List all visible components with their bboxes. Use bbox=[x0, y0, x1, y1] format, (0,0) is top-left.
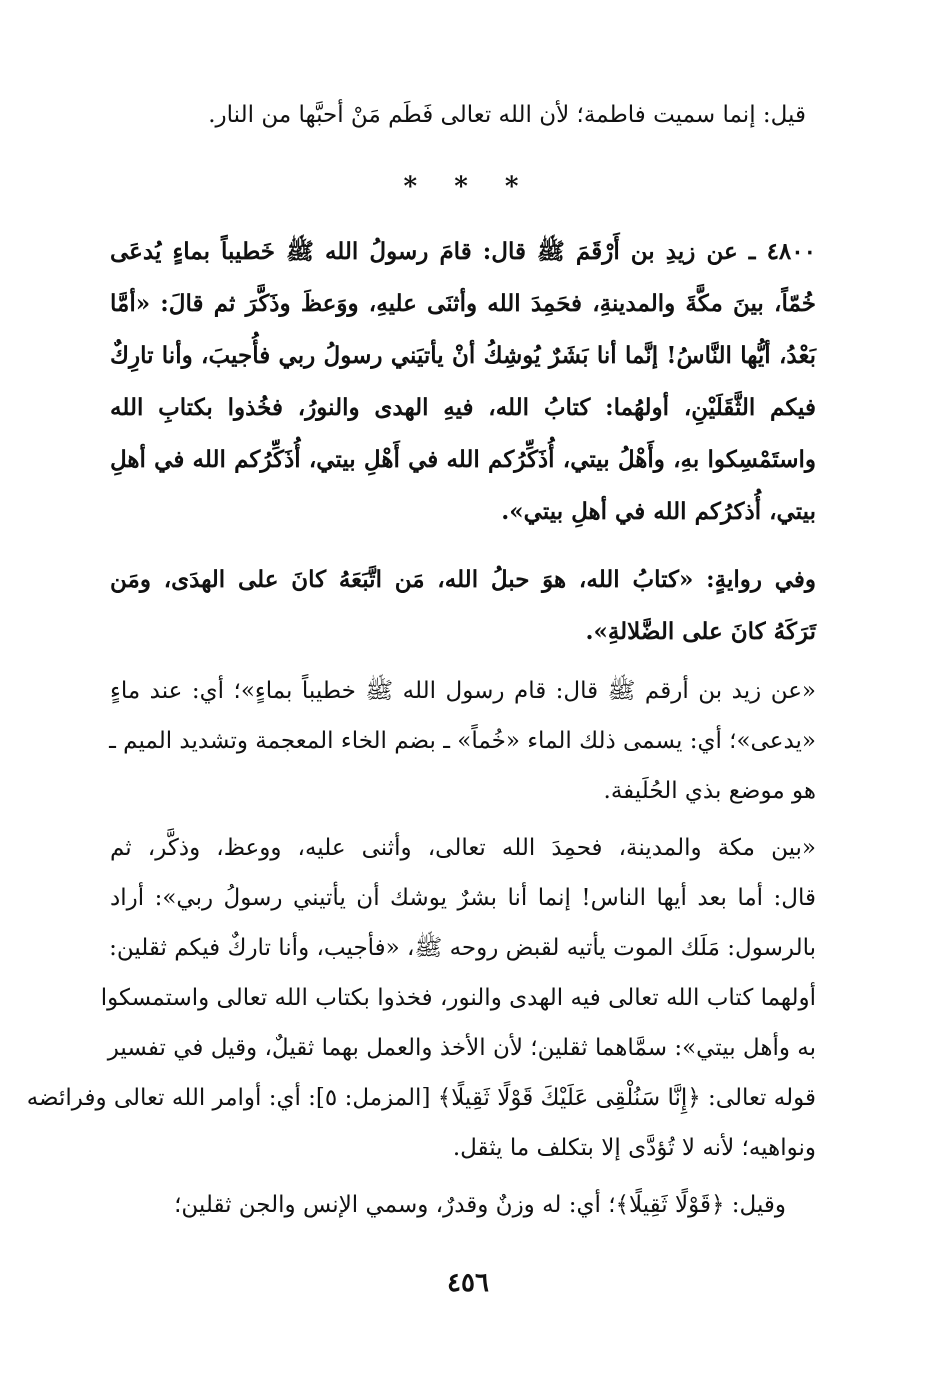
page-number: ٤٥٦ bbox=[447, 1268, 489, 1298]
text-line: وقيل: ﴿قَوْلًا ثَقِيلًا﴾؛ أي: له وزنٌ وقدرٌ، وسمي الإنس والجن ثقلين؛ bbox=[174, 1192, 786, 1218]
text-line: «عن زيد بن أرقم ﷺ قال: قام رسول الله ﷺ خطيباً بماءٍ»؛ أي: عند ماءٍ bbox=[110, 678, 816, 704]
text-line: «بين مكة والمدينة، فحمِدَ الله تعالى، وأثنى عليه، ووعظ، وذكَّر، ثم bbox=[110, 835, 816, 861]
text-line: خُمّاً، بينَ مكَّةَ والمدينةِ، فحَمِدَ الله وأثنَى عليهِ، ووَعظَ وذَكَّرَ ثم قالَ: «أمَّا bbox=[110, 290, 816, 317]
text-line: بَعْدُ، أيُّها النَّاسُ! إنَّما أنا بَشَرٌ يُوشِكُ أنْ يأتيَني رسولُ ربي فأُجيبَ، وأنا تارِكٌ bbox=[110, 342, 816, 369]
text-line: ٤٨٠٠ ـ عن زيدِ بن أَرْقَمَ ﷺ قال: قامَ رسولُ الله ﷺ خَطيباً بماءٍ يُدعَى bbox=[110, 238, 816, 265]
text-line: قوله تعالى: ﴿إِنَّا سَنُلْقِى عَلَيْكَ قَوْلًا ثَقِيلًا﴾ [المزمل: ٥]: أي: أوامر الله تعالى وفرائضه bbox=[26, 1085, 816, 1111]
text-line: أولهما كتاب الله تعالى فيه الهدى والنور، فخذوا بكتاب الله تعالى واستمسكوا bbox=[100, 985, 816, 1011]
text-line: وفي روايةٍ: «كتابُ الله، هوَ حبلُ الله، مَن اتَّبَعَهُ كانَ على الهدَى، ومَن bbox=[110, 566, 816, 593]
text-line: به وأهل بيتي»: سمَّاهما ثقلين؛ لأن الأخذ والعمل بهما ثقيلٌ، وقيل في تفسير bbox=[107, 1035, 816, 1061]
text-line: «يدعى»؛ أي: يسمى ذلك الماء «خُماً» ـ بضم الخاء المعجمة وتشديد الميم ـ bbox=[109, 728, 816, 754]
text-line: بيتي، أُذكرُكم الله في أهلِ بيتي». bbox=[501, 498, 816, 525]
text-line: ونواهيه؛ لأنه لا تُؤدَّى إلا بتكلف ما يثقل. bbox=[452, 1135, 816, 1161]
text-line: تَرَكَهُ كانَ على الضَّلالةِ». bbox=[585, 618, 816, 645]
text-line: فيكم الثَّقَلَيْنِ، أولهُما: كتابُ الله، فيهِ الهدى والنورُ، فخُذوا بكتابِ الله bbox=[110, 394, 816, 421]
text-line: قال: أما بعد أيها الناس! إنما أنا بشرٌ يوشك أن يأتيني رسولُ ربي»: أراد bbox=[110, 885, 816, 911]
section-separator: * * * bbox=[403, 172, 533, 202]
text-line: هو موضع بذي الحُلَيفة. bbox=[603, 778, 816, 804]
text-line: بالرسول: مَلَك الموت يأتيه لقبض روحه ﷺ، «فأجيب، وأنا تاركٌ فيكم ثقلين: bbox=[109, 935, 816, 961]
text-line: قيل: إنما سميت فاطمة؛ لأن الله تعالى فَطَم مَنْ أحبَّها من النار. bbox=[208, 102, 806, 128]
text-line: واستَمْسِكوا بهِ، وأَهْلُ بيتي، أُذَكِّرُكم الله في أَهْلِ بيتي، أُذَكِّرُكم الله في أهلِ bbox=[110, 446, 816, 473]
